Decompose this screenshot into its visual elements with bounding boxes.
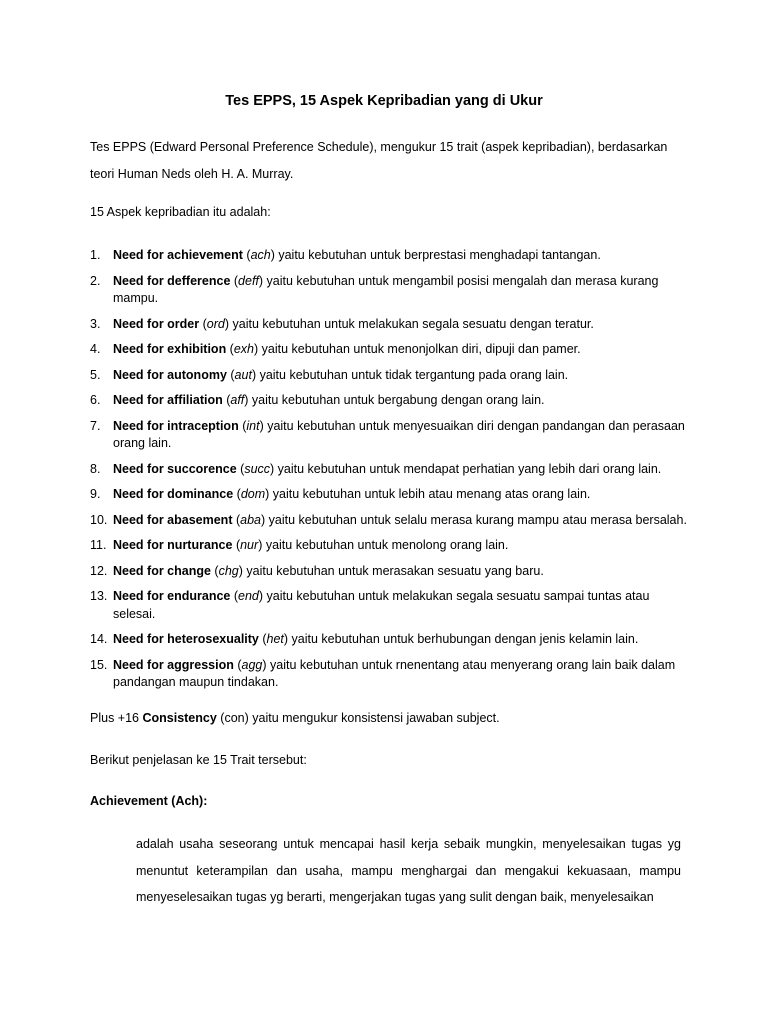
aspect-name: Need for dominance (113, 487, 234, 501)
aspect-text (113, 341, 690, 359)
aspect-open-paren: ( (230, 273, 239, 288)
aspect-item (90, 657, 690, 692)
aspect-item (90, 563, 690, 581)
aspect-item (90, 392, 690, 410)
aspect-open-paren: ( (226, 342, 234, 356)
aspect-open-paren: ( (238, 418, 247, 433)
aspect-text (113, 392, 690, 410)
explanation-intro: Berikut penjelasan ke 15 Trait tersebut: (90, 753, 307, 767)
aspect-open-paren: ( (233, 487, 241, 501)
aspect-description: ) yaitu kebutuhan untuk tidak tergantung pada orang lain. (251, 367, 569, 382)
aspect-item (90, 631, 690, 649)
aspect-description: ) yaitu kebutuhan untuk melakukan segala sesuatu sampai tuntas atau selesai. (113, 589, 650, 621)
aspect-abbreviation: int (246, 418, 260, 433)
aspect-description: ) yaitu kebutuhan untuk rnenentang atau menyerang orang lain baik dalam pandangan maupun tindakan. (113, 657, 676, 689)
aspect-name: Need for autonomy (113, 367, 227, 382)
aspect-item (90, 273, 690, 308)
aspect-abbreviation: end (238, 589, 259, 603)
aspect-list (90, 247, 690, 692)
aspect-number: 8. (90, 461, 101, 476)
aspect-item (90, 418, 690, 453)
aspect-description: ) yaitu kebutuhan untuk mendapat perhatian yang lebih dari orang lain. (270, 461, 662, 476)
aspect-abbreviation: chg (218, 563, 239, 578)
aspect-open-paren: ( (226, 367, 235, 382)
aspect-text (113, 316, 690, 334)
aspect-number: 3. (90, 316, 101, 331)
achievement-heading: Achievement (Ach): (90, 794, 208, 808)
aspect-name: Need for succorence (113, 461, 237, 476)
consistency-prefix: Plus +16 (90, 711, 143, 725)
aspect-abbreviation: ord (206, 316, 225, 331)
aspect-name: Need for order (113, 316, 200, 331)
aspect-number: 5. (90, 367, 101, 382)
aspect-description: ) yaitu kebutuhan untuk berhubungan dengan jenis kelamin lain. (283, 632, 639, 646)
aspect-name: Need for heterosexuality (113, 632, 259, 646)
aspect-abbreviation: nur (240, 538, 259, 552)
aspect-item (90, 247, 690, 265)
aspect-description: ) yaitu kebutuhan untuk melakukan segala sesuatu dengan teratur. (224, 316, 594, 331)
aspect-text (113, 461, 690, 479)
aspect-item (90, 537, 690, 555)
aspect-text (113, 486, 690, 504)
aspect-number: 12. (90, 563, 108, 578)
aspect-item (90, 341, 690, 359)
aspect-number: 2. (90, 273, 101, 288)
aspect-name: Need for nurturance (113, 538, 233, 552)
aspect-number: 7. (90, 418, 101, 433)
aspect-text (113, 631, 690, 649)
aspect-abbreviation: ach (250, 248, 271, 262)
aspect-number: 4. (90, 342, 101, 356)
aspect-abbreviation: succ (244, 461, 271, 476)
aspect-item (90, 588, 690, 623)
aspect-open-paren: ( (210, 563, 219, 578)
aspect-name: Need for exhibition (113, 342, 227, 356)
aspect-name: Need for achievement (113, 248, 243, 262)
aspect-name: Need for affiliation (113, 393, 223, 407)
aspect-number: 13. (90, 589, 108, 603)
aspect-description: ) yaitu kebutuhan untuk merasakan sesuatu yang baru. (238, 563, 544, 578)
aspect-abbreviation: dom (240, 487, 266, 501)
aspect-description: ) yaitu kebutuhan untuk mengambil posisi mengalah dan merasa kurang mampu. (113, 273, 659, 305)
aspect-name: Need for defference (113, 273, 231, 288)
aspect-open-paren: ( (222, 393, 231, 407)
aspect-name: Need for endurance (113, 589, 231, 603)
aspect-number: 1. (90, 248, 101, 262)
aspect-abbreviation: het (266, 632, 284, 646)
aspect-text (113, 657, 690, 692)
aspect-number: 14. (90, 632, 108, 646)
aspect-description: ) yaitu kebutuhan untuk menolong orang lain. (258, 538, 509, 552)
aspect-text (113, 563, 690, 581)
aspect-text (113, 512, 690, 530)
aspect-description: ) yaitu kebutuhan untuk lebih atau menang atas orang lain. (265, 487, 591, 501)
aspect-text (113, 588, 690, 623)
aspect-description: ) yaitu kebutuhan untuk menyesuaikan diri dengan pandangan dan perasaan orang lain. (113, 418, 685, 450)
consistency-note (90, 711, 500, 725)
aspect-item (90, 316, 690, 334)
page-title: Tes EPPS, 15 Aspek Kepribadian yang di Ukur (225, 93, 543, 109)
consistency-rest: (con) yaitu mengukur konsistensi jawaban subject. (216, 711, 500, 725)
aspect-abbreviation: aff (230, 393, 245, 407)
aspect-text (113, 418, 690, 453)
aspect-text (113, 537, 690, 555)
aspect-item (90, 461, 690, 479)
aspect-open-paren: ( (236, 461, 245, 476)
consistency-label: Consistency (142, 711, 217, 725)
aspect-name: Need for change (113, 563, 211, 578)
aspect-abbreviation: deff (238, 273, 259, 288)
aspect-item (90, 367, 690, 385)
intro-paragraph: Tes EPPS (Edward Personal Preference Schedule), mengukur 15 trait (aspek kepribadian), berdasarkan teori Human Neds oleh H. A. Murray. (90, 140, 668, 181)
aspect-open-paren: ( (242, 248, 251, 262)
aspect-description: ) yaitu kebutuhan untuk selalu merasa kurang mampu atau merasa bersalah. (260, 512, 687, 527)
aspect-name: Need for abasement (113, 512, 233, 527)
aspect-text (113, 367, 690, 385)
aspect-abbreviation: aba (240, 512, 261, 527)
aspect-open-paren: ( (232, 538, 241, 552)
aspect-abbreviation: agg (241, 657, 263, 672)
aspect-open-paren: ( (232, 512, 241, 527)
achievement-paragraph: adalah usaha seseorang untuk mencapai hasil kerja sebaik mungkin, menyelesaikan tugas yg menuntut keterampilan dan usaha, mampu menghargai dan mengakui kekuasaan, mampu menyeselesaikan tugas yg berarti, mengerjakan tugas yang sulit dengan baik, menyelesaikan (136, 837, 681, 904)
aspect-number: 15. (90, 657, 108, 672)
aspect-number: 10. (90, 512, 108, 527)
aspect-open-paren: ( (233, 657, 242, 672)
aspect-number: 9. (90, 487, 101, 501)
aspect-name: Need for intraception (113, 418, 239, 433)
aspect-number: 6. (90, 393, 101, 407)
aspect-description: ) yaitu kebutuhan untuk menonjolkan diri, dipuji dan pamer. (254, 342, 581, 356)
aspect-description: ) yaitu kebutuhan untuk bergabung dengan orang lain. (244, 393, 545, 407)
aspect-name: Need for aggression (113, 657, 234, 672)
aspect-number: 11. (90, 538, 107, 552)
aspect-abbreviation: exh (233, 342, 254, 356)
aspect-open-paren: ( (199, 316, 207, 331)
aspect-open-paren: ( (230, 589, 239, 603)
aspect-text (113, 247, 690, 265)
aspect-text (113, 273, 690, 308)
aspect-item (90, 486, 690, 504)
aspect-description: ) yaitu kebutuhan untuk berprestasi menghadapi tantangan. (270, 248, 601, 262)
aspect-open-paren: ( (258, 632, 267, 646)
aspect-item (90, 512, 690, 530)
aspect-abbreviation: aut (234, 367, 252, 382)
list-heading: 15 Aspek kepribadian itu adalah: (90, 205, 271, 219)
